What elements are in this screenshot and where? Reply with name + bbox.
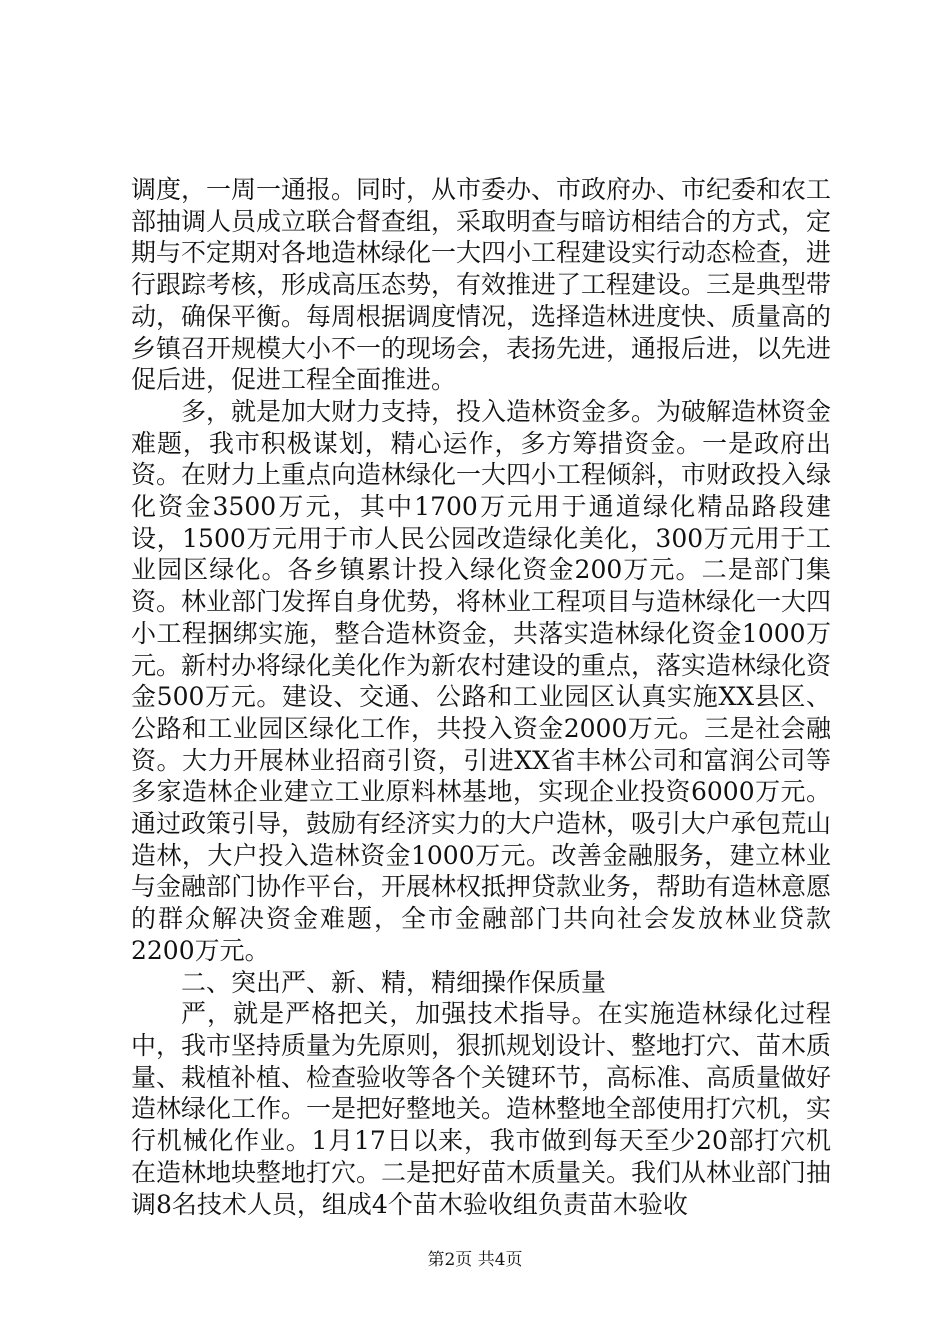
paragraph-funding: 多，就是加大财力支持，投入造林资金多。为破解造林资金难题，我市积极谋划，精心运作，多方筹措资金。一是政府出资。在财力上重点向造林绿化一大四小工程倾斜，市财政投入绿化资金3500万元，其中1700万元用于通道绿化精品路段建设，1500万元用于市人民公园改造绿化美化，300万元用于工业园区绿化。各乡镇累计投入绿化资金200万元。二是部门集资。林业部门发挥自身优势，将林业工程项目与造林绿化一大四小工程捆绑实施，整合造林资金，共落实造林绿化资金1000万元。新村办将绿化美化作为新农村建设的重点，落实造林绿化资金500万元。建设、交通、公路和工业园区认真实施XX县区、公路和工业园区绿化工作，共投入资金2000万元。三是社会融资。大力开展林业招商引资，引进XX省丰林公司和富润公司等多家造林企业建立工业原料林基地，实现企业投资6000万元。通过政策引导，鼓励有经济实力的大户造林，吸引大户承包荒山造林，大户投入造林资金1000万元。改善金融服务，建立林业与金融部门协作平台，开展林权抵押贷款业务，帮助有造林意愿的群众解决资金难题，全市金融部门共向社会发放林业贷款2200万元。: [131, 396, 832, 965]
document-body: [131, 174, 831, 1220]
paragraph-continuation: 调度，一周一通报。同时，从市委办、市政府办、市纪委和农工部抽调人员成立联合督查组，采取明查与暗访相结合的方式，定期与不定期对各地造林绿化一大四小工程建设实行动态检查，进行跟踪考核，形成高压态势，有效推进了工程建设。三是典型带动，确保平衡。每周根据调度情况，选择造林进度快、质量高的乡镇召开规模大小不一的现场会，表扬先进，通报后进，以先进促后进，促进工程全面推进。: [131, 175, 832, 395]
paragraph-quality: 严，就是严格把关，加强技术指导。在实施造林绿化过程中，我市坚持质量为先原则，狠抓规划设计、整地打穴、苗木质量、栽植补植、检查验收等各个关键环节，高标准、高质量做好造林绿化工作。一是把好整地关。造林整地全部使用打穴机，实行机械化作业。1月17日以来，我市做到每天至少20部打穴机在造林地块整地打穴。二是把好苗木质量关。我们从林业部门抽调8名技术人员，组成4个苗木验收组负责苗木验收: [131, 999, 832, 1219]
section-heading: 二、突出严、新、精，精细操作保质量: [181, 967, 607, 997]
page-number-footer: 第2页 共4页: [427, 1250, 523, 1270]
